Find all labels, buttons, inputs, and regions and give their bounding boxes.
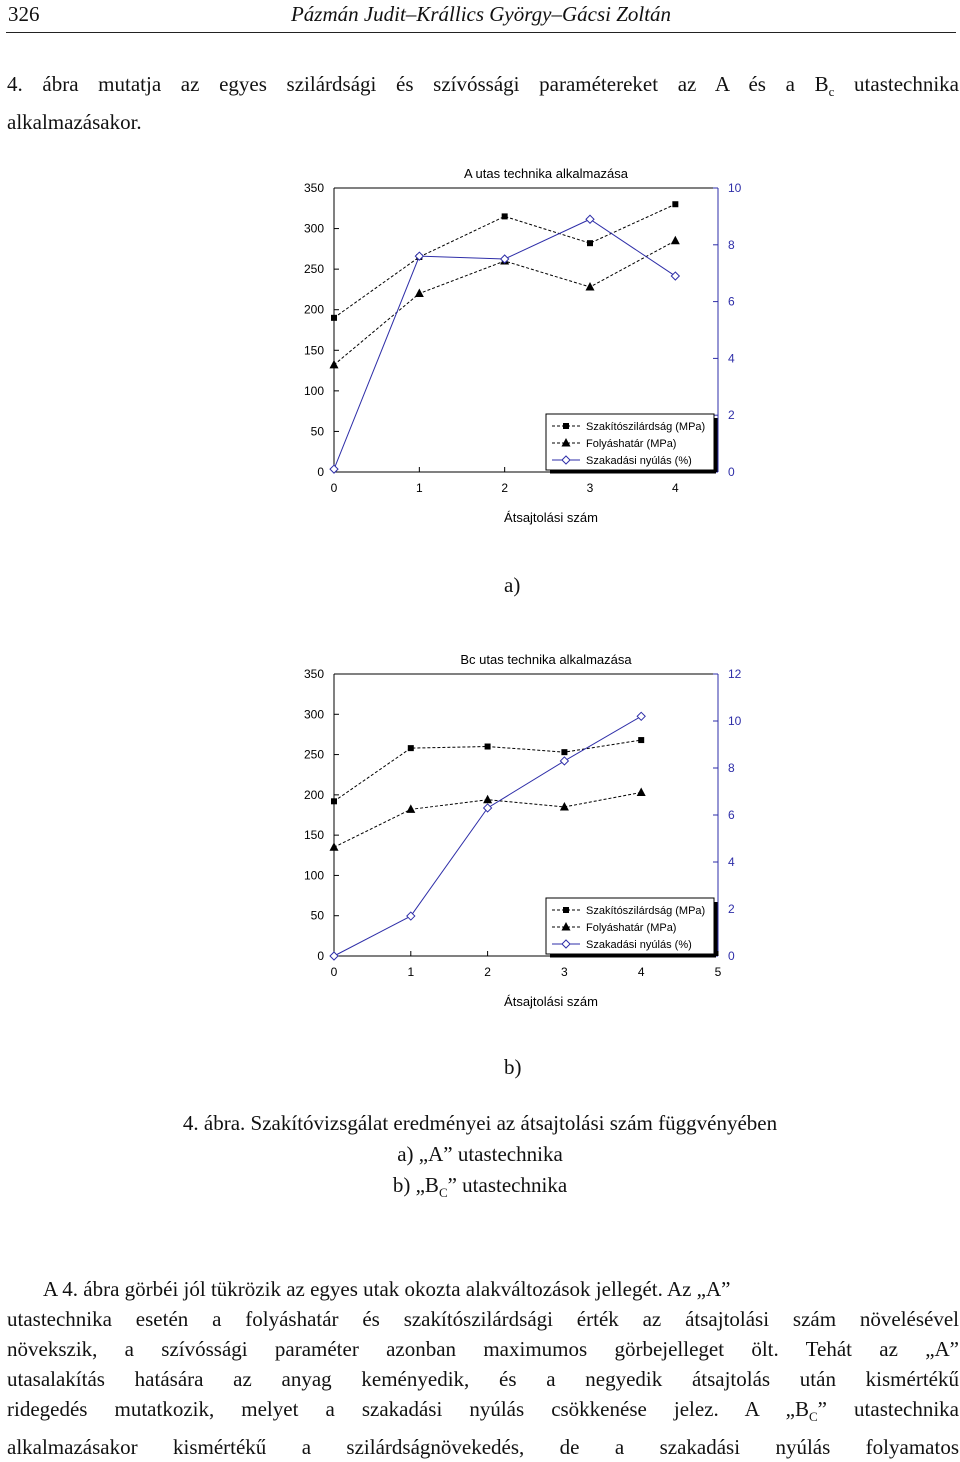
x-axis-label: Átsajtolási szám [504,994,598,1009]
caption-title: 4. ábra. Szakítóvizsgálat eredményei az átsajtolási szám függvényében [182,1111,778,1135]
data-point-1 [671,236,680,245]
intro-line-2: alkalmazásakor. [7,110,142,135]
intro-paragraph [7,69,959,137]
data-point-0 [587,240,593,246]
data-point-1 [330,360,339,369]
y-tick-label: 100 [303,868,324,883]
chart-a [0,155,960,535]
x-tick-label: 3 [586,481,594,495]
x-tick-label: 2 [484,965,491,979]
y2-tick-label: 10 [728,714,742,728]
data-point-0 [672,201,678,207]
data-point-1 [637,787,646,796]
data-point-1 [586,282,595,291]
y-tick-label: 50 [310,908,324,923]
y2-tick-label: 0 [728,949,735,963]
data-point-1 [483,795,492,804]
y-tick-label: 300 [303,221,324,236]
page-header [6,0,956,33]
body-line-3: növekszik, a szívóssági paraméter azonban maximumos görbejelleget ölt. Tehát az „A” [7,1337,959,1361]
data-point-2 [637,712,645,720]
chart-1-svg [0,640,960,1015]
x-tick-label: 1 [415,481,423,495]
body-line-4: utasalakítás hatására az anyag keményedik, és a negyedik átsajtolás után kismértékű [7,1367,959,1391]
caption-a: a) „A” utastechnika [397,1142,563,1166]
y2-tick-label: 4 [728,855,735,869]
legend-marker-0 [563,907,569,913]
y-tick-label: 300 [303,707,324,722]
legend-label-1: Folyáshatár (MPa) [586,438,677,450]
panel-a-label: a) [504,573,521,597]
y-tick-label: 100 [303,383,324,398]
x-tick-label: 2 [501,481,509,495]
legend-label-2: Szakadási nyúlás (%) [586,455,692,467]
legend [546,898,716,956]
x-tick-label: 0 [330,965,338,979]
body-line-6: alkalmazásakor kismértékű a szilárdságnövekedés, de a szakadási nyúlás folyamatos [7,1435,959,1460]
x-tick-label: 3 [561,965,568,979]
x-tick-label: 5 [714,965,722,979]
y-tick-label: 0 [317,949,324,963]
data-point-2 [484,804,492,812]
y2-tick-label: 6 [728,294,735,309]
running-title: Pázmán Judit–Krállics György–Gácsi Zoltán [290,2,672,26]
y2-tick-label: 8 [728,761,735,775]
legend-label-0: Szakítószilárdság (MPa) [586,421,706,433]
legend-label-2: Szakadási nyúlás (%) [586,939,692,951]
y2-tick-label: 6 [728,808,735,822]
legend-label-0: Szakítószilárdság (MPa) [586,905,706,917]
chart-0-svg [0,155,960,535]
y2-tick-label: 8 [728,237,735,252]
y2-tick-label: 2 [728,408,735,423]
y-tick-label: 50 [310,424,324,439]
y-tick-label: 0 [317,465,324,479]
chart-b [0,640,960,1015]
page-number: 326 [8,2,40,26]
y2-tick-label: 12 [728,667,742,681]
y-tick-label: 350 [303,181,324,195]
y-tick-label: 250 [303,262,324,277]
legend-marker-0 [563,423,569,429]
y-tick-label: 200 [303,302,324,317]
x-tick-label: 4 [671,481,679,495]
data-point-2 [560,757,568,765]
y-tick-label: 150 [303,343,324,358]
data-point-1 [415,288,424,297]
data-point-0 [408,745,414,751]
y2-tick-label: 10 [728,181,742,195]
data-point-1 [330,842,339,851]
x-tick-label: 0 [330,481,338,495]
y2-tick-label: 0 [728,465,735,479]
body-line-5: ridegedés mutatkozik, melyet a szakadási nyúlás csökkenése jelez. A $„B_C$” utastechnika [7,1397,959,1425]
x-axis-label: Átsajtolási szám [504,510,598,525]
y-tick-label: 150 [303,828,324,843]
y2-tick-label: 2 [728,902,735,916]
chart-title: Bc utas technika alkalmazása [460,652,632,667]
x-tick-label: 4 [637,965,645,979]
legend-label-1: Folyáshatár (MPa) [586,922,677,934]
y-tick-label: 200 [303,787,324,802]
data-point-0 [331,315,337,321]
data-point-0 [502,213,508,219]
data-point-0 [331,798,337,804]
y2-tick-label: 4 [728,351,735,366]
caption-b: b) $„B_C$” utastechnika [392,1173,568,1201]
legend [546,414,716,472]
y-tick-label: 250 [303,747,324,762]
data-point-0 [485,744,491,750]
y-tick-label: 350 [303,667,324,681]
figure-caption [0,1108,960,1208]
data-point-0 [561,749,567,755]
chart-title: A utas technika alkalmazása [463,166,629,181]
body-line-2: utastechnika esetén a folyáshatár és szakítószilárdsági érték az átsajtolási szám növelésével [7,1307,959,1331]
data-point-2 [586,215,594,223]
data-point-0 [638,737,644,743]
data-point-1 [406,804,415,813]
panel-b-label: b) [504,1055,522,1079]
body-line-1: A 4. ábra görbéi jól tükrözik az egyes utak okozta alakváltozások jellegét. Az „A” [43,1277,731,1301]
x-tick-label: 1 [407,965,415,979]
intro-line-1: 4. ábra mutatja az egyes szilárdsági és szívóssági paramétereket az A és a $B_c$ utastechnika [7,72,959,100]
body-paragraph [7,1274,959,1462]
data-point-2 [407,912,415,920]
data-point-2 [671,272,679,280]
data-point-2 [330,952,338,960]
